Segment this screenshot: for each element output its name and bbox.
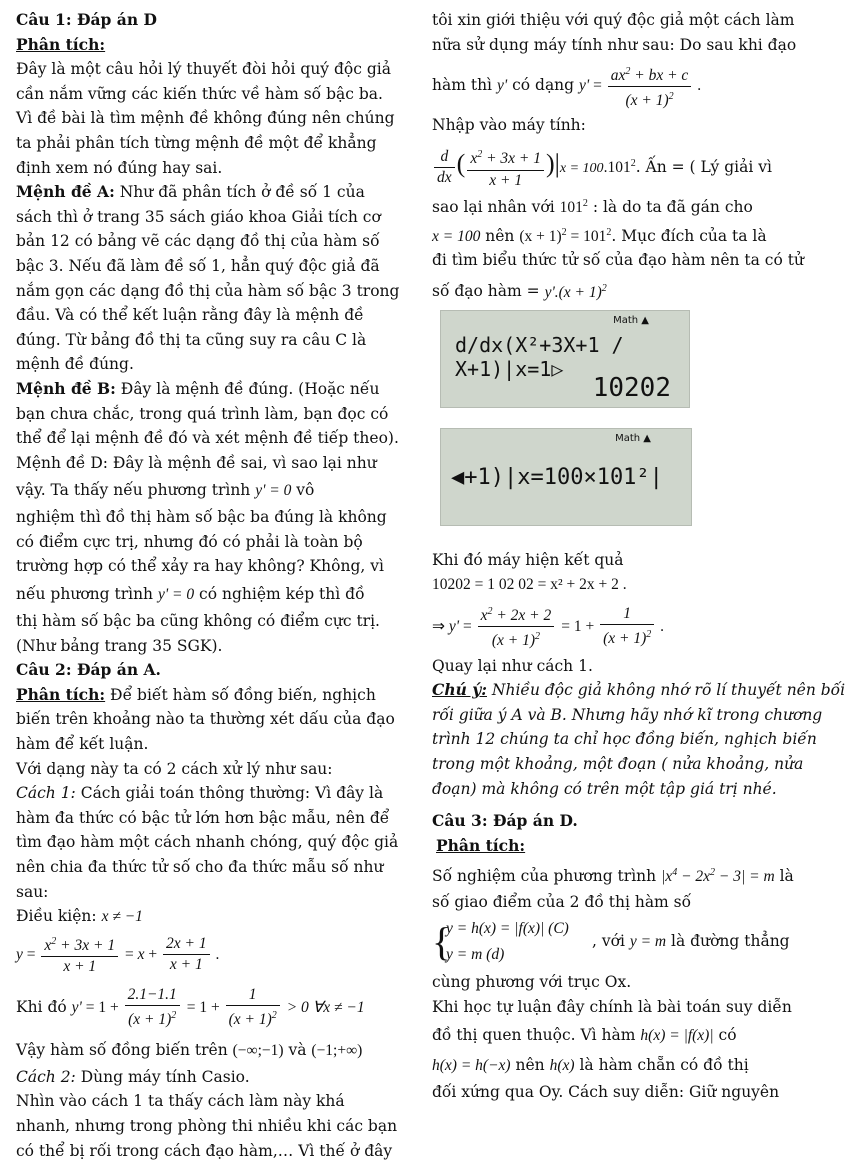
result-intro: Khi đó máy hiện kết quả: [432, 551, 624, 570]
q3-line-8: đối xứng qua Oy. Cách suy diễn: Giữ nguyên: [432, 1082, 780, 1101]
q3-line-5: Khi học tự luận đây chính là bài toán suy diễn: [432, 997, 792, 1016]
q3-line-2: số giao điểm của 2 đồ thị hàm số: [432, 893, 692, 912]
statement-d: vậy. Ta thấy nếu phương trình y' = 0 vô nghiệm thì đồ thị hàm số bậc ba đúng là không có điểm cực trị, nhưng đó có phải là toàn bộ trường hợp có thể xảy ra hay không? Không, vì nếu phương trình y' = 0 có nghiệm kép thì đồ thị hàm số bậc ba cũng không có điểm cực trị. (Như bảng trang 35 SGK).: [16, 481, 387, 655]
explain-line-3: đi tìm biểu thức tử số của đạo hàm nên ta có tử: [432, 250, 804, 269]
q3-analysis-heading: Phân tích:: [436, 835, 526, 855]
calculator-mode-indicator: Math ▲: [613, 315, 649, 327]
numerator-def: số đạo hàm = $y'.(x + 1)^2$: [432, 282, 607, 301]
conclusion: Vậy hàm số đồng biến trên (−∞;−1) và (−1;+∞): [16, 1040, 363, 1059]
explain-line-2: x = 100 nên $(x + 1)^2 = 101^2$. Mục đích của ta là: [432, 226, 767, 245]
q2-analysis: Phân tích: Để biết hàm số đồng biến, nghịch biến trên khoảng nào ta thường xét dấu của đạo hàm để kết luận. Với dạng này ta có 2 cách xử lý như sau:: [16, 684, 395, 778]
final-derivative: ⇒ y' = $\frac{x^2 + 2x + 2}{(x + 1)^2}$ = 1 + $\frac{1}{(x + 1)^2}$ .: [432, 598, 794, 654]
note: Chú ý: Nhiều độc giả không nhớ rõ lí thuyết nên bối rối giữa ý A và B. Nhưng hãy nhớ kĩ trong chương trình 12 chúng ta chỉ học đồng biến, nghịch biến trong một khoảng, một đoạn ( nửa khoảng, nửa đoạn) mà không có trên một tập giá trị nhé.: [432, 680, 845, 798]
q1-title: Câu 1: Đáp án D: [16, 10, 157, 29]
right-text-line: nữa sử dụng máy tính như sau: Do sau khi đạo: [432, 35, 797, 54]
right-column: [432, 8, 845, 1104]
q1-intro: Đây là một câu hỏi lý thuyết đòi hỏi quý độc giả cần nắm vững các kiến thức về hàm số bậc ba. Vì đề bài là tìm mệnh đề không đúng nên chúng ta phải phân tích từng mệnh đề một để khẳng định xem nó đúng hay sai.: [16, 60, 395, 177]
q2-title: Câu 2: Đáp án A.: [16, 660, 161, 680]
derivative-formula: Khi đó y' = 1 + $\frac{2.1-1.1}{(x + 1)^2}$ = 1 + $\frac{1}{(x + 1)^2}$ > 0 ∀x ≠ −1: [16, 986, 365, 1029]
method-2-text: Nhìn vào cách 1 ta thấy cách làm này khá nhanh, nhưng trong phòng thi nhiều khi các bạn có thể bị rối trong cách đạo hàm,… Vì thế ở đây: [16, 1092, 398, 1160]
calc-input-formula: $\frac{d}{dx}$ ( $\frac{x^2 + 3x + 1}{x + 1}$ )$|x = 100.101^2$. Ấn = ( Lý giải vì: [432, 138, 794, 190]
method-2: Cách 2: Dùng máy tính Casio.: [16, 1067, 250, 1086]
q3-title: Câu 3: Đáp án D.: [432, 811, 578, 831]
statement-b: Mệnh đề B: Đây là mệnh đề đúng. (Hoặc nếu bạn chưa chắc, trong quá trình làm, bạn đọc có thể để lại mệnh đề đó và xét mệnh đề tiếp theo). Mệnh đề D: Đây là mệnh đề sai, vì sao lại như: [16, 378, 399, 472]
calculator-screen-1: [440, 310, 690, 408]
q3-line-4: cùng phương với trục Ox.: [432, 973, 632, 992]
calculator-mode-indicator: Math ▲: [615, 433, 651, 445]
q3-system: { y = h(x) = |f(x)| (C) y = m (d) , với y = m là đường thẳng: [432, 919, 790, 965]
q3-line-6: đồ thị quen thuộc. Vì hàm h(x) = |f(x)| có: [432, 1025, 737, 1044]
left-column: [16, 8, 400, 1163]
derivative-form: hàm thì y' có dạng y' = $\frac{ax^2 + bx + c}{(x + 1)^2}$ .: [432, 57, 794, 113]
input-instruction: Nhập vào máy tính:: [432, 116, 586, 135]
q3-line-7: h(x) = h(−x) nên h(x) là hàm chẵn có đồ thị: [432, 1055, 749, 1074]
explain-line: sao lại nhân với $101^2$ : là do ta đã gán cho: [432, 197, 753, 216]
method-1: Cách 1: Cách giải toán thông thường: Vì đây là hàm đa thức có bậc tử lớn hơn bậc mẫu, nên để tìm đạo hàm một cách nhanh chóng, quý độc giả nên chia đa thức tử số cho đa thức mẫu số như sau:: [16, 784, 399, 901]
division-formula: y = $\frac{x^2 + 3x + 1}{x + 1}$ = x + $\frac{2x + 1}{x + 1}$ .: [16, 929, 378, 979]
condition: Điều kiện: x ≠ −1: [16, 907, 143, 926]
q1-analysis-heading: Phân tích:: [16, 34, 106, 54]
statement-a: Mệnh đề A: Như đã phân tích ở đề số 1 của sách thì ở trang 35 sách giáo khoa Giải tích cơ bản 12 có bảng vẽ các dạng đồ thị của hàm số bậc 3. Nếu đã làm đề số 1, hẳn quý độc giả đã nắm gọn các dạng đồ thị của hàm số bậc 3 trong đầu. Và có thể kết luận rằng đây là mệnh đề đúng. Từ bảng đồ thị ta cũng suy ra câu C là mệnh đề đúng.: [16, 182, 400, 374]
right-text-line: tôi xin giới thiệu với quý độc giả một cách làm: [432, 11, 795, 29]
result-equation: 10202 = 1 02 02 = x² + 2x + 2 .: [432, 575, 627, 593]
calculator-screen-2: [440, 428, 692, 526]
calculator-result: 10202: [592, 373, 671, 404]
back-to-method-1: Quay lại như cách 1.: [432, 656, 593, 675]
q3-line-1: Số nghiệm của phương trình $|x^4 - 2x^2 - 3| = m$ là: [432, 867, 794, 886]
calculator-expression: d/dx(X²+3X+1 / X+1)|x=1▷: [455, 333, 624, 382]
calculator-expression: ◀+1)|x=100×101²|: [451, 465, 663, 491]
